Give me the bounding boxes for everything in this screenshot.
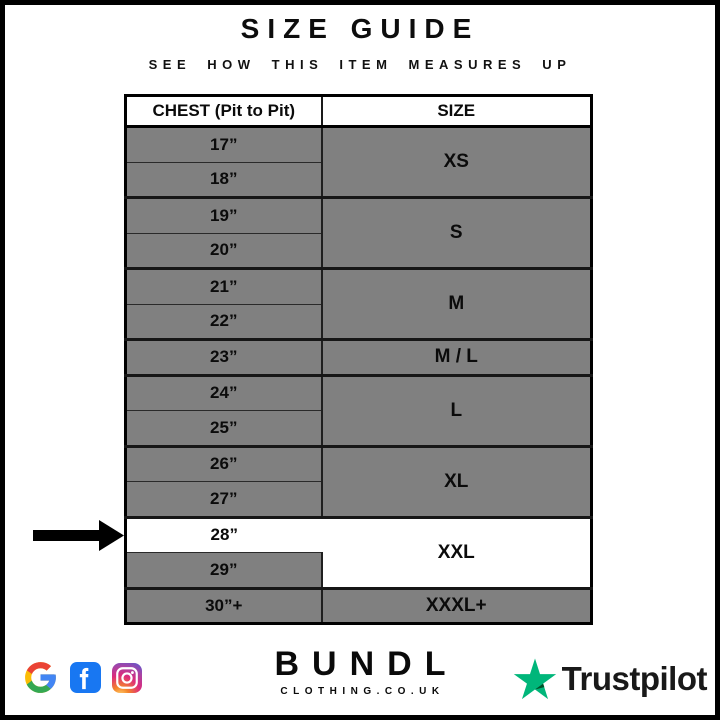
table-row	[126, 127, 592, 163]
trustpilot-label: Trustpilot	[561, 660, 707, 697]
chest-cell-21: 21”	[126, 269, 322, 305]
column-header-chest: CHEST (Pit to Pit)	[126, 96, 322, 127]
size-table-container	[124, 94, 593, 625]
table-row	[126, 375, 592, 411]
chest-cell-19: 19”	[126, 198, 322, 234]
chest-cell-18: 18”	[126, 162, 322, 198]
size-cell-ml: M / L	[322, 340, 592, 376]
table-row	[126, 446, 592, 482]
size-cell-l: L	[322, 375, 592, 446]
size-cell-xl: XL	[322, 446, 592, 517]
table-row	[126, 269, 592, 305]
size-cell-m: M	[322, 269, 592, 340]
trustpilot-star-icon	[513, 658, 557, 700]
page-subtitle: SEE HOW THIS ITEM MEASURES UP	[148, 57, 572, 72]
chest-cell-27: 27”	[126, 482, 322, 518]
table-row	[126, 588, 592, 624]
size-table	[124, 94, 593, 625]
size-cell-s: S	[322, 198, 592, 269]
brand-name: BUNDL	[274, 645, 459, 683]
chest-cell-20: 20”	[126, 233, 322, 269]
column-header-size: SIZE	[322, 96, 592, 127]
chest-cell-28-highlighted: 28”	[126, 517, 322, 553]
chest-cell-26: 26”	[126, 446, 322, 482]
table-header-row	[126, 96, 592, 127]
size-cell-xs: XS	[322, 127, 592, 198]
chest-cell-24: 24”	[126, 375, 322, 411]
arrow-right-indicator-icon	[33, 520, 124, 551]
trustpilot-logo[interactable]	[513, 658, 707, 700]
table-row	[126, 198, 592, 234]
chest-cell-25: 25”	[126, 411, 322, 447]
size-cell-xxl-highlighted: XXL	[322, 517, 592, 588]
size-cell-xxxl: XXXL+	[322, 588, 592, 624]
chest-cell-23: 23”	[126, 340, 322, 376]
chest-cell-29: 29”	[126, 553, 322, 589]
table-row	[126, 340, 592, 376]
chest-cell-17: 17”	[126, 127, 322, 163]
page-title: SIZE GUIDE	[240, 13, 480, 44]
table-row-highlighted	[126, 517, 592, 553]
chest-cell-30plus: 30”+	[126, 588, 322, 624]
brand-domain: CLOTHING.CO.UK	[280, 686, 445, 697]
chest-cell-22: 22”	[126, 304, 322, 340]
